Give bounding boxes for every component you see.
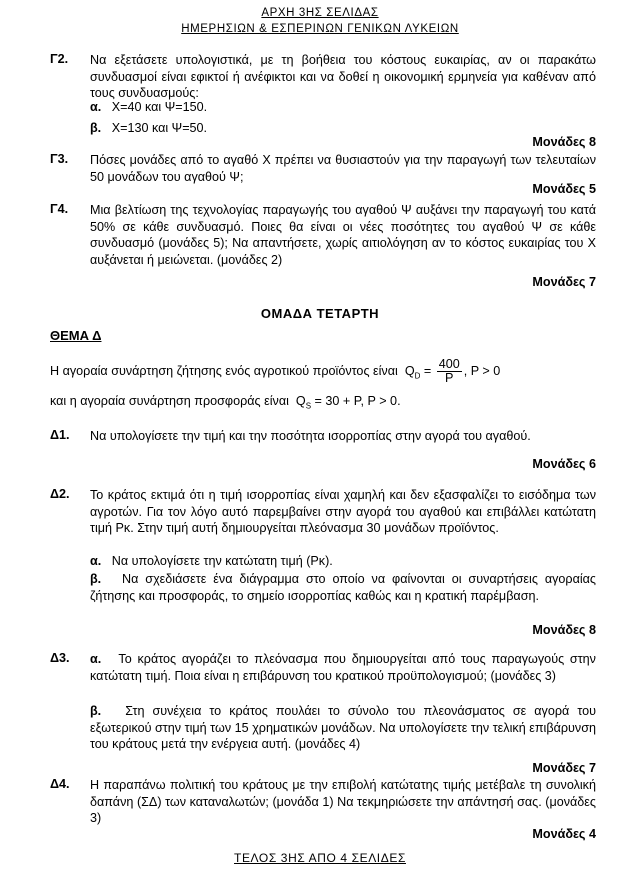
page-header-top: ΑΡΧΗ 3ΗΣ ΣΕΛΙΔΑΣ — [261, 7, 379, 19]
question-g3-text: Πόσες μονάδες από το αγαθό Χ πρέπει να θυσιαστούν για την παραγωγή των τελευταίων 50 μονάδων του αγαθού Ψ; — [90, 153, 596, 184]
group-title: ΟΜΑΔΑ ΤΕΤΑΡΤΗ — [260, 306, 380, 321]
fraction-numerator: 400 — [438, 357, 460, 372]
question-d1-marks: Μονάδες 6 — [532, 457, 596, 471]
question-g2-marks: Μονάδες 8 — [532, 135, 596, 149]
item-text: Χ=40 και Ψ=150. — [111, 100, 208, 114]
item-text: Χ=130 και Ψ=50. — [111, 121, 208, 135]
question-g3-label: Γ3. — [50, 152, 69, 166]
question-d2-marks: Μονάδες 8 — [532, 623, 596, 637]
question-d4-text: Η παραπάνω πολιτική του κράτους με την επιβολή κατώτατης τιμής μετέβαλε τη συνολική δαπάνη (ΣΔ) των καταναλωτών; (μονάδα 1) Να τεκμηριώσετε την απάντησή σας. (μονάδες 3) — [90, 778, 596, 826]
question-d4-marks: Μονάδες 4 — [532, 827, 596, 841]
question-d2-a — [90, 553, 596, 570]
question-g3-marks: Μονάδες 5 — [532, 182, 596, 196]
question-g2-text: Να εξετάσετε υπολογιστικά, με τη βοήθεια του κόστους ευκαιρίας, αν οι παρακάτω συνδυασμοί είναι εφικτοί ή ανέφικτοι και να δοθεί η οικονομική ερμηνεία για καθέναν από τους συνδυασμούς: — [90, 53, 596, 101]
question-d3-b — [90, 703, 596, 753]
item-text: Το κράτος αγοράζει το πλεόνασμα που δημιουργείται από τους παραγωγούς στην κατώτατη τιμή. Ποια είναι η επιβάρυνση του κρατικού προϋπολογισμού; (μονάδες 3) — [90, 652, 596, 683]
page-footer: ΤΕΛΟΣ 3ΗΣ ΑΠΟ 4 ΣΕΛΙΔΕΣ — [234, 851, 406, 865]
question-g2-a — [90, 99, 596, 116]
item-label: α. — [90, 100, 102, 114]
item-label: β. — [90, 121, 102, 135]
item-text: Να σχεδιάσετε ένα διάγραμμα στο οποίο να φαίνονται οι συναρτήσεις αγοραίας ζήτησης και προσφοράς, το σημείο ισορροπίας καθώς και η κρατική παρέμβαση. — [90, 572, 596, 603]
question-d3-a — [90, 651, 596, 684]
question-d1-text: Να υπολογίσετε την τιμή και την ποσότητα ισορροπίας στην αγορά του αγαθού. — [90, 429, 531, 443]
item-label: β. — [90, 704, 102, 718]
question-d2-label: Δ2. — [50, 487, 70, 501]
demand-function-line — [50, 353, 600, 389]
question-g2-b — [90, 120, 596, 137]
item-label: α. — [90, 554, 102, 568]
demand-eq: = — [423, 364, 432, 378]
question-d4-label: Δ4. — [50, 777, 70, 791]
question-d2-text: Το κράτος εκτιμά ότι η τιμή ισορροπίας είναι χαμηλή και δεν εξασφαλίζει το εισόδημα των αγροτών. Για τον λόγο αυτό παρεμβαίνει στην αγορά του αγαθού και επιβάλλει κατώτατη τιμή Pκ. Στην τιμή αυτή δημιουργείται πλεόνασμα 30 μονάδων προϊόντος. — [90, 488, 596, 536]
supply-text: και η αγοραία συνάρτηση προσφοράς είναι — [50, 394, 289, 408]
demand-condition: , P > 0 — [463, 364, 501, 378]
demand-q: Q — [404, 364, 415, 378]
question-d2-b — [90, 571, 596, 604]
supply-eq: = 30 + P, P > 0 — [314, 394, 398, 408]
question-d1-label: Δ1. — [50, 428, 70, 442]
question-g4-marks: Μονάδες 7 — [532, 275, 596, 289]
demand-text: Η αγοραία συνάρτηση ζήτησης ενός αγροτικού προϊόντος είναι — [50, 364, 398, 378]
question-d3-marks: Μονάδες 7 — [532, 761, 596, 775]
item-label: α. — [90, 652, 102, 666]
thema-heading: ΘΕΜΑ Δ — [50, 328, 102, 343]
supply-function-line — [50, 393, 600, 415]
supply-end: . — [397, 394, 401, 408]
page-header-schools: ΗΜΕΡΗΣΙΩΝ & ΕΣΠΕΡΙΝΩΝ ΓΕΝΙΚΩΝ ΛΥΚΕΙΩΝ — [181, 23, 459, 35]
supply-q: Q — [295, 394, 306, 408]
question-g4-text: Μια βελτίωση της τεχνολογίας παραγωγής του αγαθού Ψ αυξάνει την παραγωγή του κατά 50% σε κάθε συνδυασμό. Ποιες θα είναι οι νέες ποσότητες του αγαθού Ψ σε κάθε συνδυασμό (μονάδες 5); Να απαντήσετε, χωρίς αιτιολόγηση αν το κόστος ευκαιρίας του Χ αυξάνεται ή μειώνεται. (μονάδες 2) — [90, 203, 596, 267]
item-text: Στη συνέχεια το κράτος πουλάει το σύνολο του πλεονάσματος σε αγορά του εξωτερικού στην τιμή των 15 χρηματικών μονάδων. Να υπολογίσετε την τελική επιβάρυνση του κράτους μετά την ενέργεια αυτή. (μονάδες 4) — [90, 704, 597, 752]
demand-sub: D — [414, 371, 421, 381]
item-label: β. — [90, 572, 102, 586]
question-g4-label: Γ4. — [50, 202, 69, 216]
supply-sub: S — [305, 401, 312, 411]
fraction-denominator: P — [445, 371, 454, 386]
demand-fraction — [437, 358, 462, 385]
item-text: Να υπολογίσετε την κατώτατη τιμή (Pκ). — [111, 554, 333, 568]
question-g2-label: Γ2. — [50, 52, 69, 66]
question-d3-label: Δ3. — [50, 651, 70, 665]
